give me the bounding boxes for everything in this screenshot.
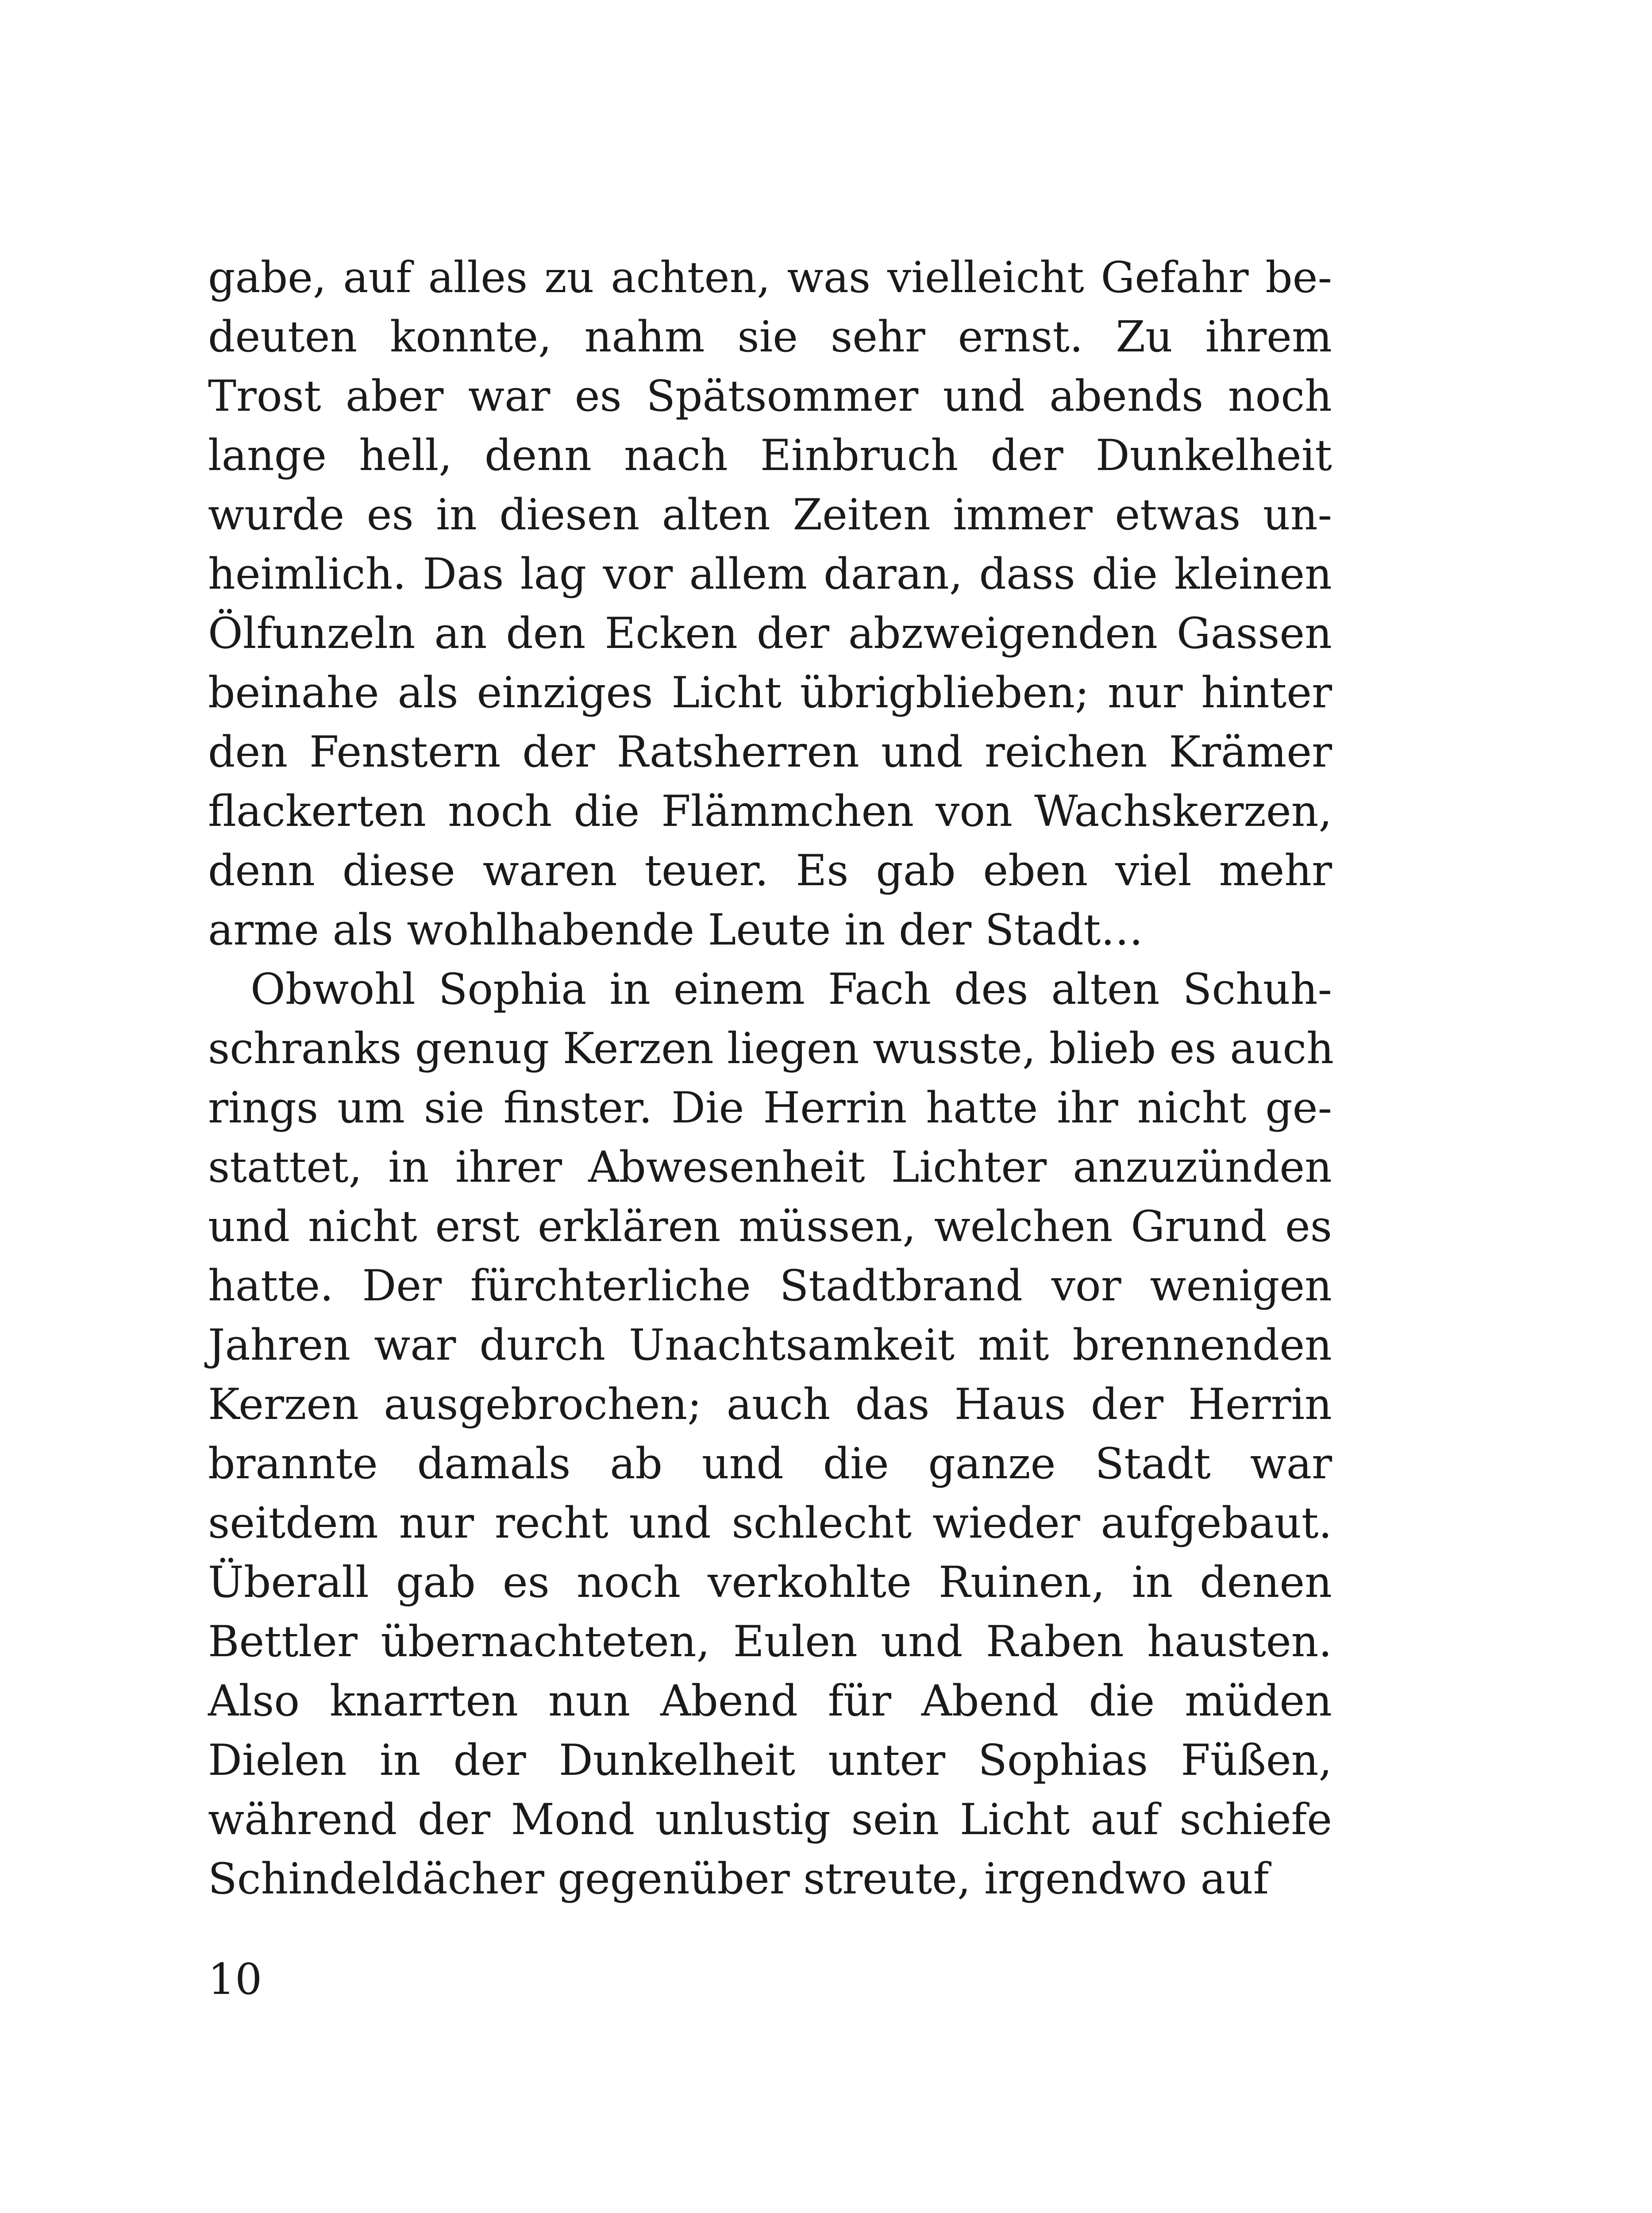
- text-line: arme als wohlhabende Leute in der Stadt…: [208, 905, 1144, 955]
- text-line: stattet, in ihrer Abwesenheit Lichter anzuzünden: [208, 1142, 1332, 1192]
- text-line: seitdem nur recht und schlecht wieder aufgebaut.: [208, 1498, 1332, 1548]
- text-line: flackerten noch die Flämmchen von Wachskerzen,: [208, 787, 1332, 836]
- text-line: hatte. Der fürchterliche Stadtbrand vor wenigen: [208, 1261, 1332, 1311]
- text-line: den Fenstern der Ratsherren und reichen Krämer: [208, 727, 1332, 777]
- text-line: Obwohl Sophia in einem Fach des alten Schuh-: [250, 964, 1332, 1014]
- text-line: denn diese waren teuer. Es gab eben viel mehr: [208, 846, 1332, 895]
- text-line: gabe, auf alles zu achten, was vielleicht Gefahr be-: [208, 253, 1332, 302]
- text-line: wurde es in diesen alten Zeiten immer etwas un-: [208, 490, 1332, 540]
- text-line: schranks genug Kerzen liegen wusste, blieb es auch: [208, 1024, 1334, 1073]
- text-line: und nicht erst erklären müssen, welchen Grund es: [208, 1202, 1332, 1251]
- text-line: während der Mond unlustig sein Licht auf schiefe: [208, 1795, 1332, 1844]
- text-line: heimlich. Das lag vor allem daran, dass die kleinen: [208, 549, 1332, 599]
- text-line: Jahren war durch Unachtsamkeit mit brennenden: [208, 1320, 1332, 1370]
- text-line: Trost aber war es Spätsommer und abends noch: [208, 371, 1332, 421]
- text-line: Kerzen ausgebrochen; auch das Haus der Herrin: [208, 1380, 1332, 1429]
- text-line: brannte damals ab und die ganze Stadt war: [208, 1439, 1332, 1488]
- text-line: deuten konnte, nahm sie sehr ernst. Zu ihrem: [208, 312, 1332, 362]
- text-line: Ölfunzeln an den Ecken der abzweigenden Gassen: [208, 609, 1332, 658]
- text-line: rings um sie finster. Die Herrin hatte ihr nicht ge-: [208, 1083, 1332, 1133]
- body-text: [208, 248, 1332, 1908]
- text-line: Also knarrten nun Abend für Abend die müden: [208, 1676, 1332, 1726]
- text-line: Schindeldächer gegenüber streute, irgendwo auf: [208, 1854, 1269, 1904]
- text-line: beinahe als einziges Licht übrigblieben; nur hinter: [208, 668, 1332, 717]
- page-number: 10: [208, 1955, 262, 2004]
- text-line: Bettler übernachteten, Eulen und Raben hausten.: [208, 1617, 1332, 1666]
- text-line: lange hell, denn nach Einbruch der Dunkelheit: [208, 431, 1332, 480]
- text-line: Überall gab es noch verkohlte Ruinen, in denen: [208, 1558, 1332, 1607]
- text-line: Dielen in der Dunkelheit unter Sophias Füßen,: [208, 1735, 1332, 1785]
